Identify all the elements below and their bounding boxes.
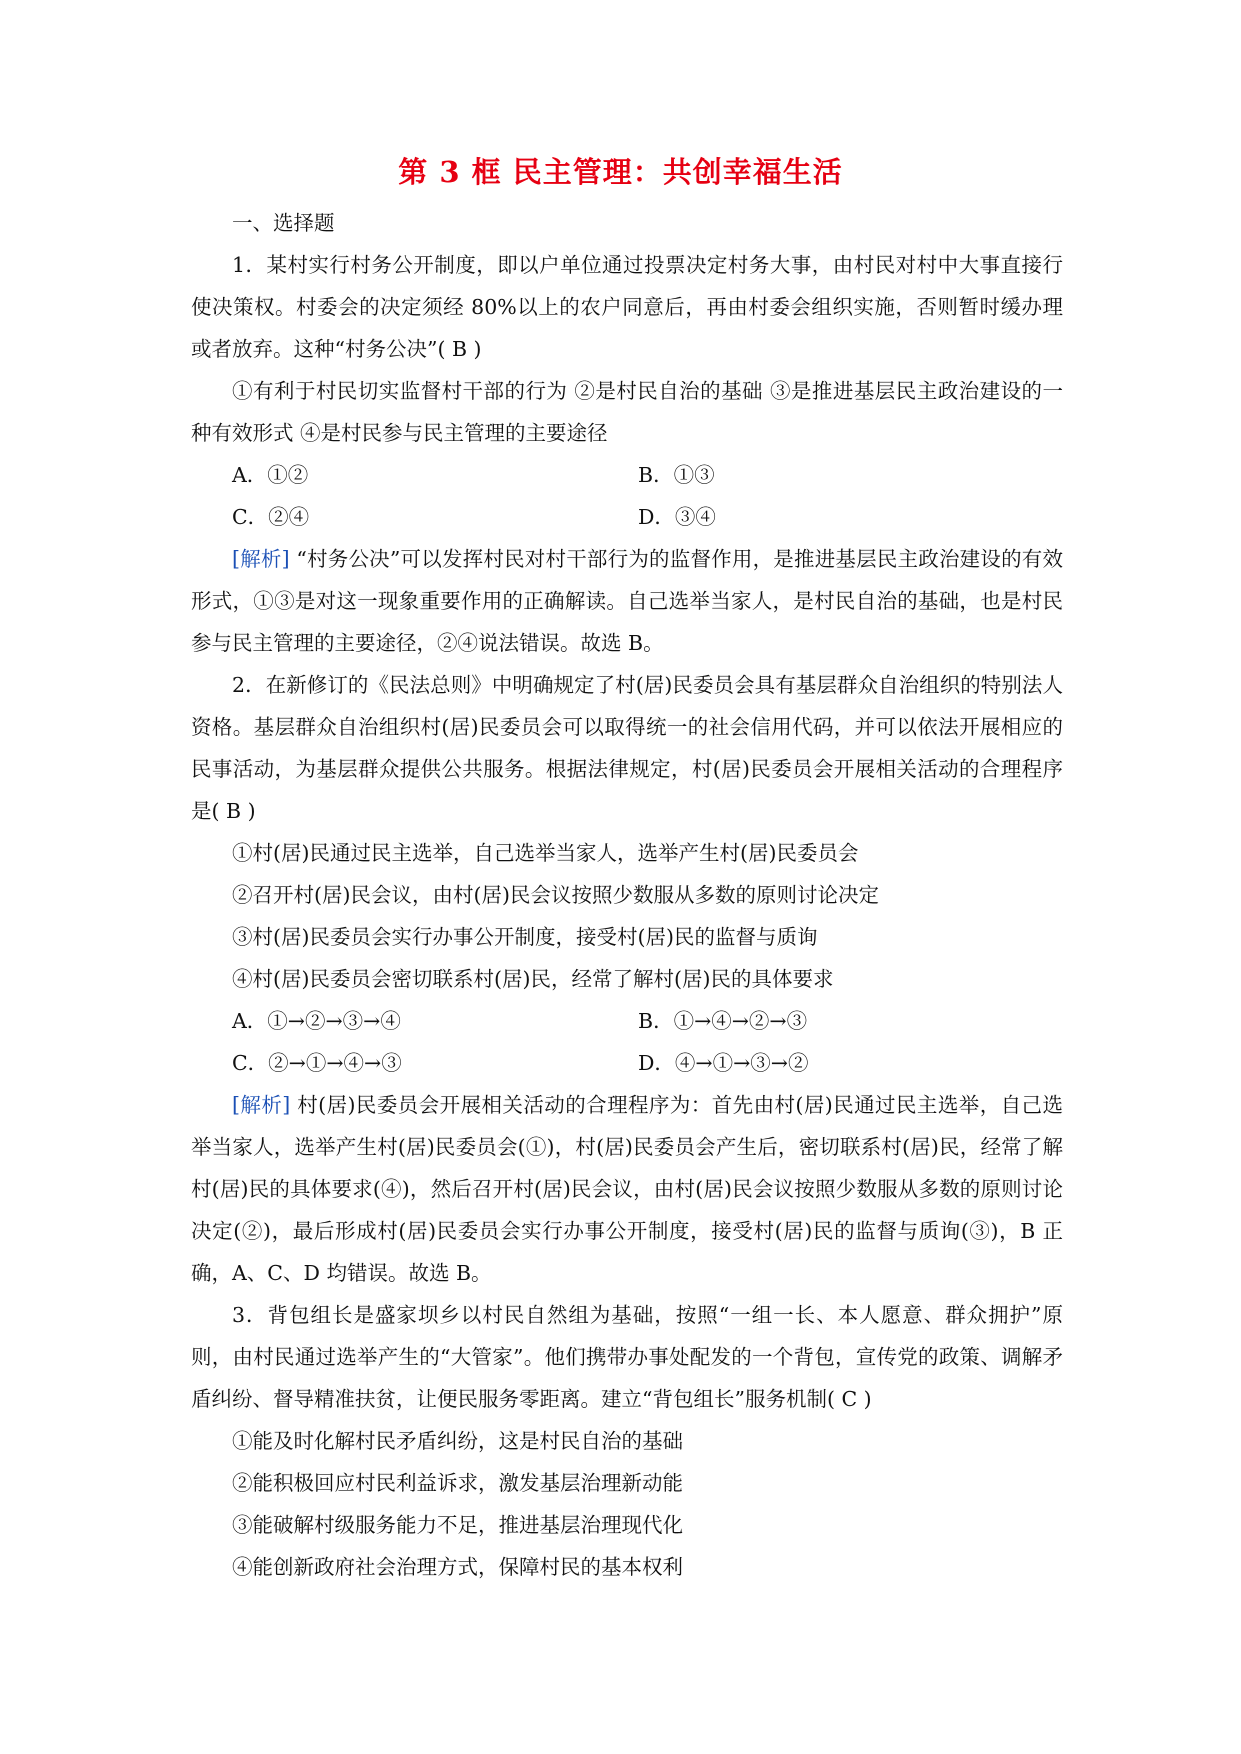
q2-analysis-text: 村(居)民委员会开展相关活动的合理程序为：首先由村(居)民通过民主选举，自己选举当家人，选举产生村(居)民委员会(①)，村(居)民委员会产生后，密切联系村(居)民，经常了解村(居)民的具体要求(④)，然后召开村(居)民会议，由村(居)民会议按照少数服从多数的原则讨论决定(②)，最后形成村(居)民委员会实行办事公开制度，接受村(居)民的监督与质询(③)，B 正确，A、C、D 均错误。故选 B。 bbox=[191, 1093, 1063, 1285]
q3-item-4: ④能创新政府社会治理方式，保障村民的基本权利 bbox=[232, 1555, 683, 1579]
q3-item-1: ①能及时化解村民矛盾纠纷，这是村民自治的基础 bbox=[232, 1429, 683, 1453]
q2-item-3: ③村(居)民委员会实行办事公开制度，接受村(居)民的监督与质询 bbox=[232, 925, 818, 949]
q2-option-a: A．①→②→③→④ bbox=[232, 1009, 401, 1033]
document-body bbox=[191, 202, 1063, 1588]
q2-item-1: ①村(居)民通过民主选举，自己选举当家人，选举产生村(居)民委员会 bbox=[232, 841, 859, 865]
q2-option-b: B．①→④→②→③ bbox=[638, 1009, 808, 1033]
q1-stem: 1．某村实行村务公开制度，即以户单位通过投票决定村务大事，由村民对村中大事直接行使决策权。村委会的决定须经 80%以上的农户同意后，再由村委会组织实施，否则暂时缓办理或者放弃。这种“村务公决”( B ) bbox=[191, 253, 1063, 361]
q1-items: ①有利于村民切实监督村干部的行为 ②是村民自治的基础 ③是推进基层民主政治建设的一种有效形式 ④是村民参与民主管理的主要途径 bbox=[191, 379, 1063, 445]
q1-analysis-text: “村务公决”可以发挥村民对村干部行为的监督作用，是推进基层民主政治建设的有效形式，①③是对这一现象重要作用的正确解读。自己选举当家人，是村民自治的基础，也是村民参与民主管理的主要途径，②④说法错误。故选 B。 bbox=[191, 547, 1063, 655]
q3-stem: 3．背包组长是盛家坝乡以村民自然组为基础，按照“一组一长、本人愿意、群众拥护”原则，由村民通过选举产生的“大管家”。他们携带办事处配发的一个背包，宣传党的政策、调解矛盾纠纷、督导精准扶贫，让便民服务零距离。建立“背包组长”服务机制( C ) bbox=[191, 1303, 1063, 1411]
q1-analysis bbox=[191, 538, 1063, 664]
q2-item-4: ④村(居)民委员会密切联系村(居)民，经常了解村(居)民的具体要求 bbox=[232, 967, 834, 991]
q2-analysis bbox=[191, 1084, 1063, 1294]
q1-options-row-2 bbox=[191, 496, 1063, 538]
page-title: 第 3 框 民主管理：共创幸福生活 bbox=[398, 155, 843, 189]
q1-options-row-1 bbox=[191, 454, 1063, 496]
q2-option-d: D．④→①→③→② bbox=[638, 1051, 809, 1075]
section-heading: 一、选择题 bbox=[232, 211, 335, 235]
q2-options-row-2 bbox=[191, 1042, 1063, 1084]
q3-item-2: ②能积极回应村民利益诉求，激发基层治理新动能 bbox=[232, 1471, 683, 1495]
q2-options-row-1 bbox=[191, 1000, 1063, 1042]
q1-option-a: A．①② bbox=[232, 463, 309, 487]
q2-option-c: C．②→①→④→③ bbox=[232, 1051, 402, 1075]
q2-item-2: ②召开村(居)民会议，由村(居)民会议按照少数服从多数的原则讨论决定 bbox=[232, 883, 879, 907]
q1-option-b: B．①③ bbox=[638, 463, 715, 487]
q2-stem: 2．在新修订的《民法总则》中明确规定了村(居)民委员会具有基层群众自治组织的特别法人资格。基层群众自治组织村(居)民委员会可以取得统一的社会信用代码，并可以依法开展相应的民事活动，为基层群众提供公共服务。根据法律规定，村(居)民委员会开展相关活动的合理程序是( B ) bbox=[191, 673, 1063, 823]
q1-option-c: C．②④ bbox=[232, 505, 310, 529]
q1-option-d: D．③④ bbox=[638, 505, 716, 529]
q3-item-3: ③能破解村级服务能力不足，推进基层治理现代化 bbox=[232, 1513, 683, 1537]
q1-analysis-label: [解析] bbox=[232, 547, 290, 571]
q2-analysis-label: [解析] bbox=[232, 1093, 291, 1117]
